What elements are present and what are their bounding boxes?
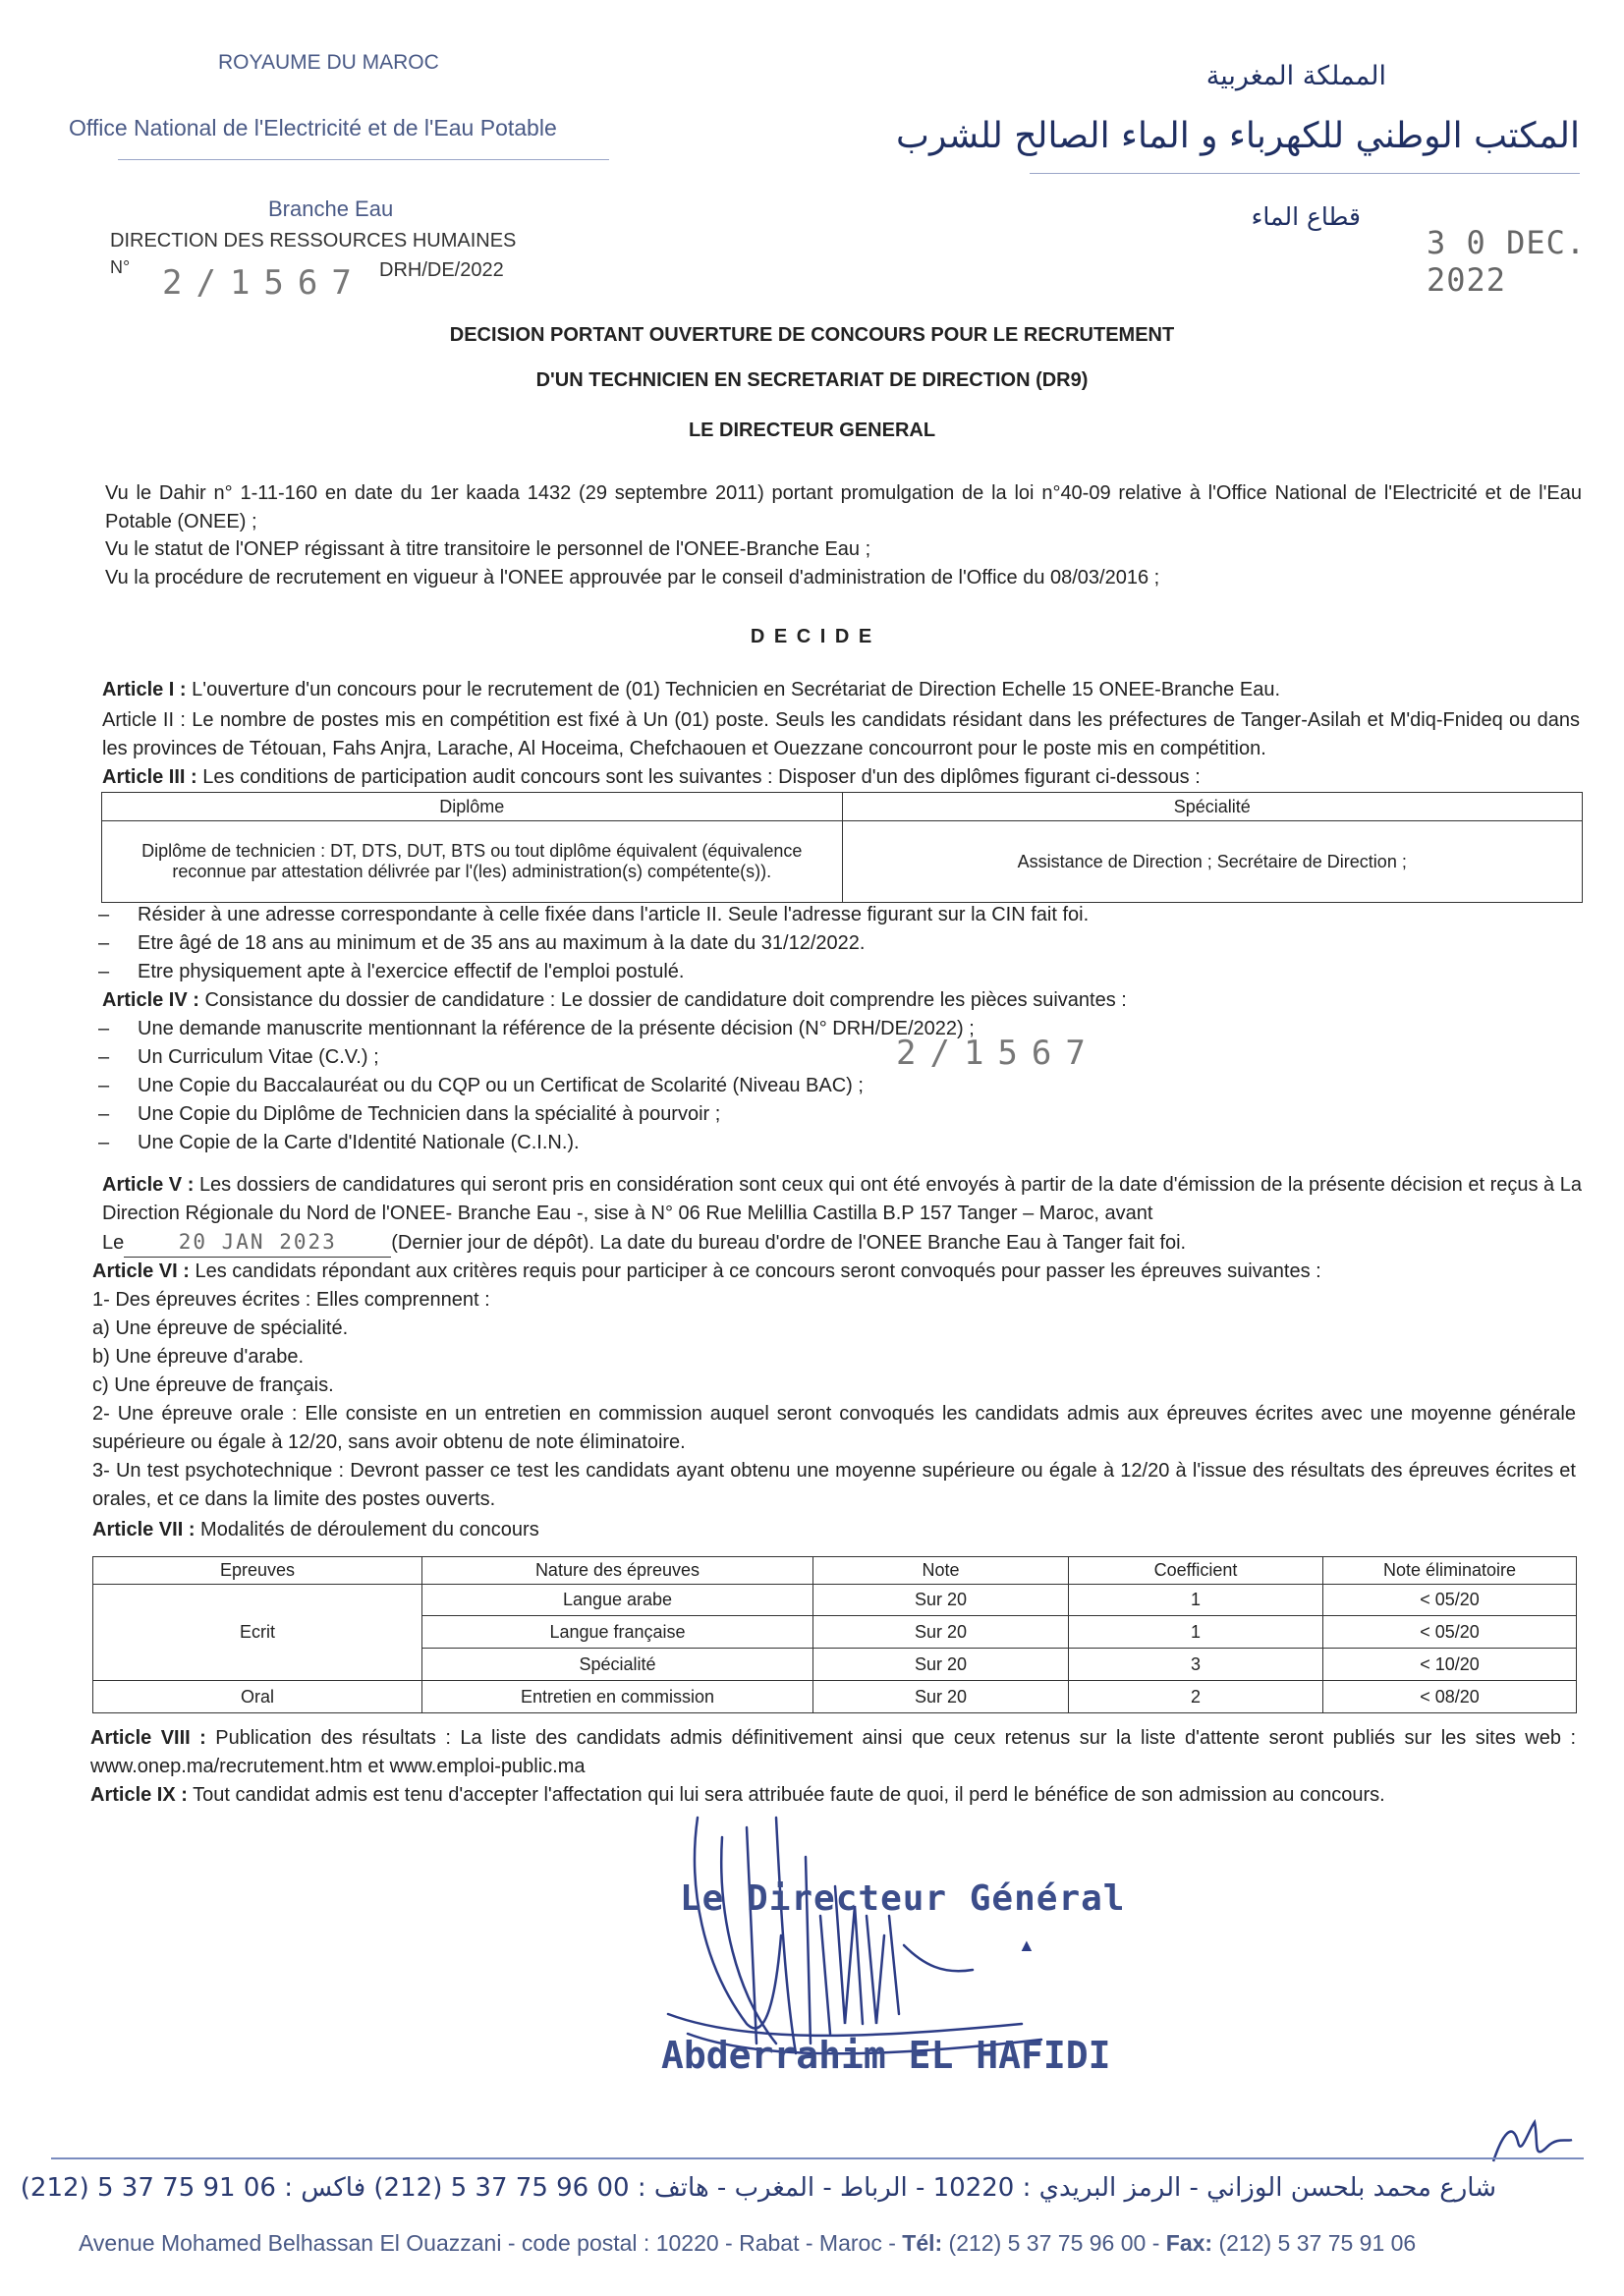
exam-cell: Langue française [422,1616,813,1649]
conditions-list [98,901,1582,986]
exam-table-header: Note [813,1557,1069,1585]
article-8-label: Article VIII : [90,1727,206,1749]
condition-item: – Etre âgé de 18 ans au minimum et de 35 ans au maximum à la date du 31/12/2022. [98,929,1582,958]
article-6 [92,1258,1582,1286]
article-8-text: Publication des résultats : La liste des candidats admis définitivement ainsi que ceux retenus sur la liste d'attente seront publiés sur les sites web : www.onep.ma/recrutement.htm et www.emploi-public.ma [90,1727,1576,1777]
exam-table-header: Note éliminatoire [1323,1557,1577,1585]
dossier-item: – Une demande manuscrite mentionnant la référence de la présente décision (N° DRH/DE/2022) ; [98,1015,1582,1043]
condition-item: – Etre physiquement apte à l'exercice effectif de l'emploi postulé. [98,958,1582,986]
article-5-label: Article V : [102,1174,195,1196]
article-3 [102,763,1586,792]
exam-line: b) Une épreuve d'arabe. [92,1346,305,1368]
office-fr: Office National de l'Electricité et de l'Eau Potable [69,115,557,140]
signature-title: Le Directeur Général [680,1878,1126,1919]
exam-line: 1- Des épreuves écrites : Elles comprennent : [92,1289,490,1311]
branch-ar: قطاع الماء [1251,202,1361,231]
exam-line: 3- Un test psychotechnique : Devront passer ce test les candidats ayant obtenu une moyenne supérieure ou égale à 12/20 à l'issue des résultats des épreuves écrites et orales, et ce dans la limite des postes ouverts. [92,1460,1576,1510]
exam-table [92,1556,1577,1713]
deadline-prefix: Le [102,1232,125,1254]
article-3-label: Article III : [102,766,197,788]
exam-cell: 3 [1069,1649,1323,1681]
date-stamp: 3 0 DEC. 2022 [1427,224,1587,299]
preamble-3: Vu la procédure de recrutement en vigueur à l'ONEE approuvée par le conseil d'administration de l'Office du 08/03/2016 ; [105,567,1160,588]
exam-cell: < 05/20 [1323,1585,1577,1616]
direction-label: DIRECTION DES RESSOURCES HUMAINES [110,230,517,252]
diploma-cell: Diplôme de technicien : DT, DTS, DUT, BTS ou tout diplôme équivalent (équivalence reconnue par attestation délivrée par l'(les) administration(s) compétente(s)). [102,821,843,903]
exam-table-header: Coefficient [1069,1557,1323,1585]
exam-cell: < 05/20 [1323,1616,1577,1649]
article-5 [102,1171,1582,1228]
article-7 [92,1516,1576,1544]
exam-table-header: Epreuves [93,1557,422,1585]
exam-cell: < 08/20 [1323,1681,1577,1713]
title-line-2: D'UN TECHNICIEN EN SECRETARIAT DE DIRECTION (DR9) [535,369,1089,391]
deadline-tail: (Dernier jour de dépôt). La date du bureau d'ordre de l'ONEE Branche Eau à Tanger fait foi. [391,1232,1187,1254]
branch-fr: Branche Eau [268,196,394,221]
article-6-lines [92,1286,1576,1514]
exam-line: a) Une épreuve de spécialité. [92,1317,349,1339]
title-line-1: DECISION PORTANT OUVERTURE DE CONCOURS POUR LE RECRUTEMENT [449,324,1175,346]
dossier-item: – Une Copie de la Carte d'Identité Nationale (C.I.N.). [98,1129,1582,1157]
article-1-label: Article I : [102,679,187,700]
article-4-text: Consistance du dossier de candidature : Le dossier de candidature doit comprendre les pièces suivantes : [198,989,1127,1011]
ref-number-stamp-2: 2/1567 [896,1034,1099,1073]
table-row [93,1585,1577,1616]
article-4 [102,986,1586,1015]
article-4-label: Article IV : [102,989,199,1011]
header-underline-left [118,159,609,160]
signature-mark: ▲ [1018,1935,1036,1955]
paraph-icon [1474,2112,1582,2171]
exam-cell: Spécialité [422,1649,813,1681]
article-2-label: Article II : [102,709,186,731]
article-6-text: Les candidats répondant aux critères requis pour participer à ce concours seront convoqués pour passer les épreuves suivantes : [189,1260,1321,1282]
deadline-date-stamp: 20 JAN 2023 [124,1228,391,1258]
decide-heading: D E C I D E [750,626,874,647]
exam-cell: Langue arabe [422,1585,813,1616]
kingdom-fr: ROYAUME DU MAROC [218,51,439,74]
article-2 [102,706,1580,763]
office-ar: المكتب الوطني للكهرباء و الماء الصالح للشرب [896,116,1580,156]
exam-cell: 2 [1069,1681,1323,1713]
exam-cell: 1 [1069,1616,1323,1649]
exam-cell: Sur 20 [813,1649,1069,1681]
article-1-text: L'ouverture d'un concours pour le recrutement de (01) Technicien en Secrétariat de Direction Echelle 15 ONEE-Branche Eau. [186,679,1281,700]
footer-tel-value: (212) 5 37 75 96 00 - [942,2230,1166,2256]
exam-cell: Entretien en commission [422,1681,813,1713]
article-2-text: Le nombre de postes mis en compétition est fixé à Un (01) poste. Seuls les candidats résidant dans les préfectures de Tanger-Asilah et M'diq-Fnideq ou dans les provinces de Tétouan, Fahs Anjra, Larache, Al Hoceima, Chefchaouen et Ouezzane concourront pour le poste mis en compétition. [102,709,1580,759]
exam-cell: Sur 20 [813,1585,1069,1616]
exam-line: c) Une épreuve de français. [92,1374,334,1396]
diploma-table [101,792,1583,903]
article-5-text: Les dossiers de candidatures qui seront pris en considération sont ceux qui ont été envoyés à partir de la date d'émission de la présente décision et reçus à La Direction Régionale du Nord de l'ONEE- Branche Eau -, sise à N° 06 Rue Melillia Castilla B.P 157 Tanger – Maroc, avant [102,1174,1582,1224]
preamble-1: Vu le Dahir n° 1-11-160 en date du 1er kaada 1432 (29 septembre 2011) portant promulgation de la loi n°40-09 relative à l'Office National de l'Electricité et de l'Eau Potable (ONEE) ; [105,482,1582,532]
oral-label: Oral [93,1681,422,1713]
footer-address [79,2230,1416,2257]
ref-number-stamp: 2/1567 [162,263,365,303]
article-9-text: Tout candidat admis est tenu d'accepter l'affectation qui lui sera attribuée faute de quoi, il perd le bénéfice de son admission au concours. [187,1784,1385,1806]
exam-cell: Sur 20 [813,1681,1069,1713]
article-6-label: Article VI : [92,1260,190,1282]
exam-line: 2- Une épreuve orale : Elle consiste en un entretien en commission auquel seront convoqués les candidats admis aux épreuves écrites avec une moyenne générale supérieure ou égale à 12/20, sans avoir obtenu de note éliminatoire. [92,1403,1576,1453]
signature-name: Abderrahim EL HAFIDI [661,2034,1111,2077]
condition-item: – Résider à une adresse correspondante à celle fixée dans l'article II. Seule l'adresse figurant sur la CIN fait foi. [98,901,1582,929]
header-underline-right [1030,173,1580,174]
footer-fax-value: (212) 5 37 75 91 06 [1212,2230,1417,2256]
footer-tel-label: Tél: [902,2230,943,2256]
article-9-label: Article IX : [90,1784,188,1806]
article-3-text: Les conditions de participation audit concours sont les suivantes : Disposer d'un des diplômes figurant ci-dessous : [196,766,1201,788]
ref-suffix: DRH/DE/2022 [379,259,504,281]
footer-address-text: Avenue Mohamed Belhassan El Ouazzani - code postal : 10220 - Rabat - Maroc - [79,2230,903,2256]
dossier-item: – Une Copie du Diplôme de Technicien dans la spécialité à pourvoir ; [98,1100,1582,1129]
article-7-text: Modalités de déroulement du concours [195,1519,539,1540]
preamble-2: Vu le statut de l'ONEP régissant à titre transitoire le personnel de l'ONEE-Branche Eau ; [105,538,871,560]
footer-fax-label: Fax: [1165,2230,1213,2256]
article-1 [102,676,1586,704]
title-line-3: LE DIRECTEUR GENERAL [688,420,936,441]
written-label: Ecrit [93,1585,422,1681]
dossier-list [98,1015,1582,1157]
specialty-header: Spécialité [842,793,1583,821]
table-row [93,1681,1577,1713]
footer-arabic: شارع محمد بلحسن الوزاني - الرمز البريدي : 10220 - الرباط - المغرب - هاتف : 00 96 75 37 5 (212) فاكس : 06 91 75 37 5 (212) [20,2173,1496,2203]
diploma-header: Diplôme [102,793,843,821]
exam-cell: Sur 20 [813,1616,1069,1649]
dossier-item: – Un Curriculum Vitae (C.V.) ; [98,1043,1582,1072]
article-5-deadline [102,1228,1586,1258]
article-7-label: Article VII : [92,1519,196,1540]
article-8 [90,1724,1576,1781]
ref-prefix: N° [110,257,131,277]
exam-cell: 1 [1069,1585,1323,1616]
exam-cell: < 10/20 [1323,1649,1577,1681]
dossier-item: – Une Copie du Baccalauréat ou du CQP ou un Certificat de Scolarité (Niveau BAC) ; [98,1072,1582,1100]
kingdom-ar: المملكة المغربية [1205,61,1386,91]
specialty-cell: Assistance de Direction ; Secrétaire de Direction ; [842,821,1583,903]
exam-table-header: Nature des épreuves [422,1557,813,1585]
footer-divider [51,2157,1584,2159]
